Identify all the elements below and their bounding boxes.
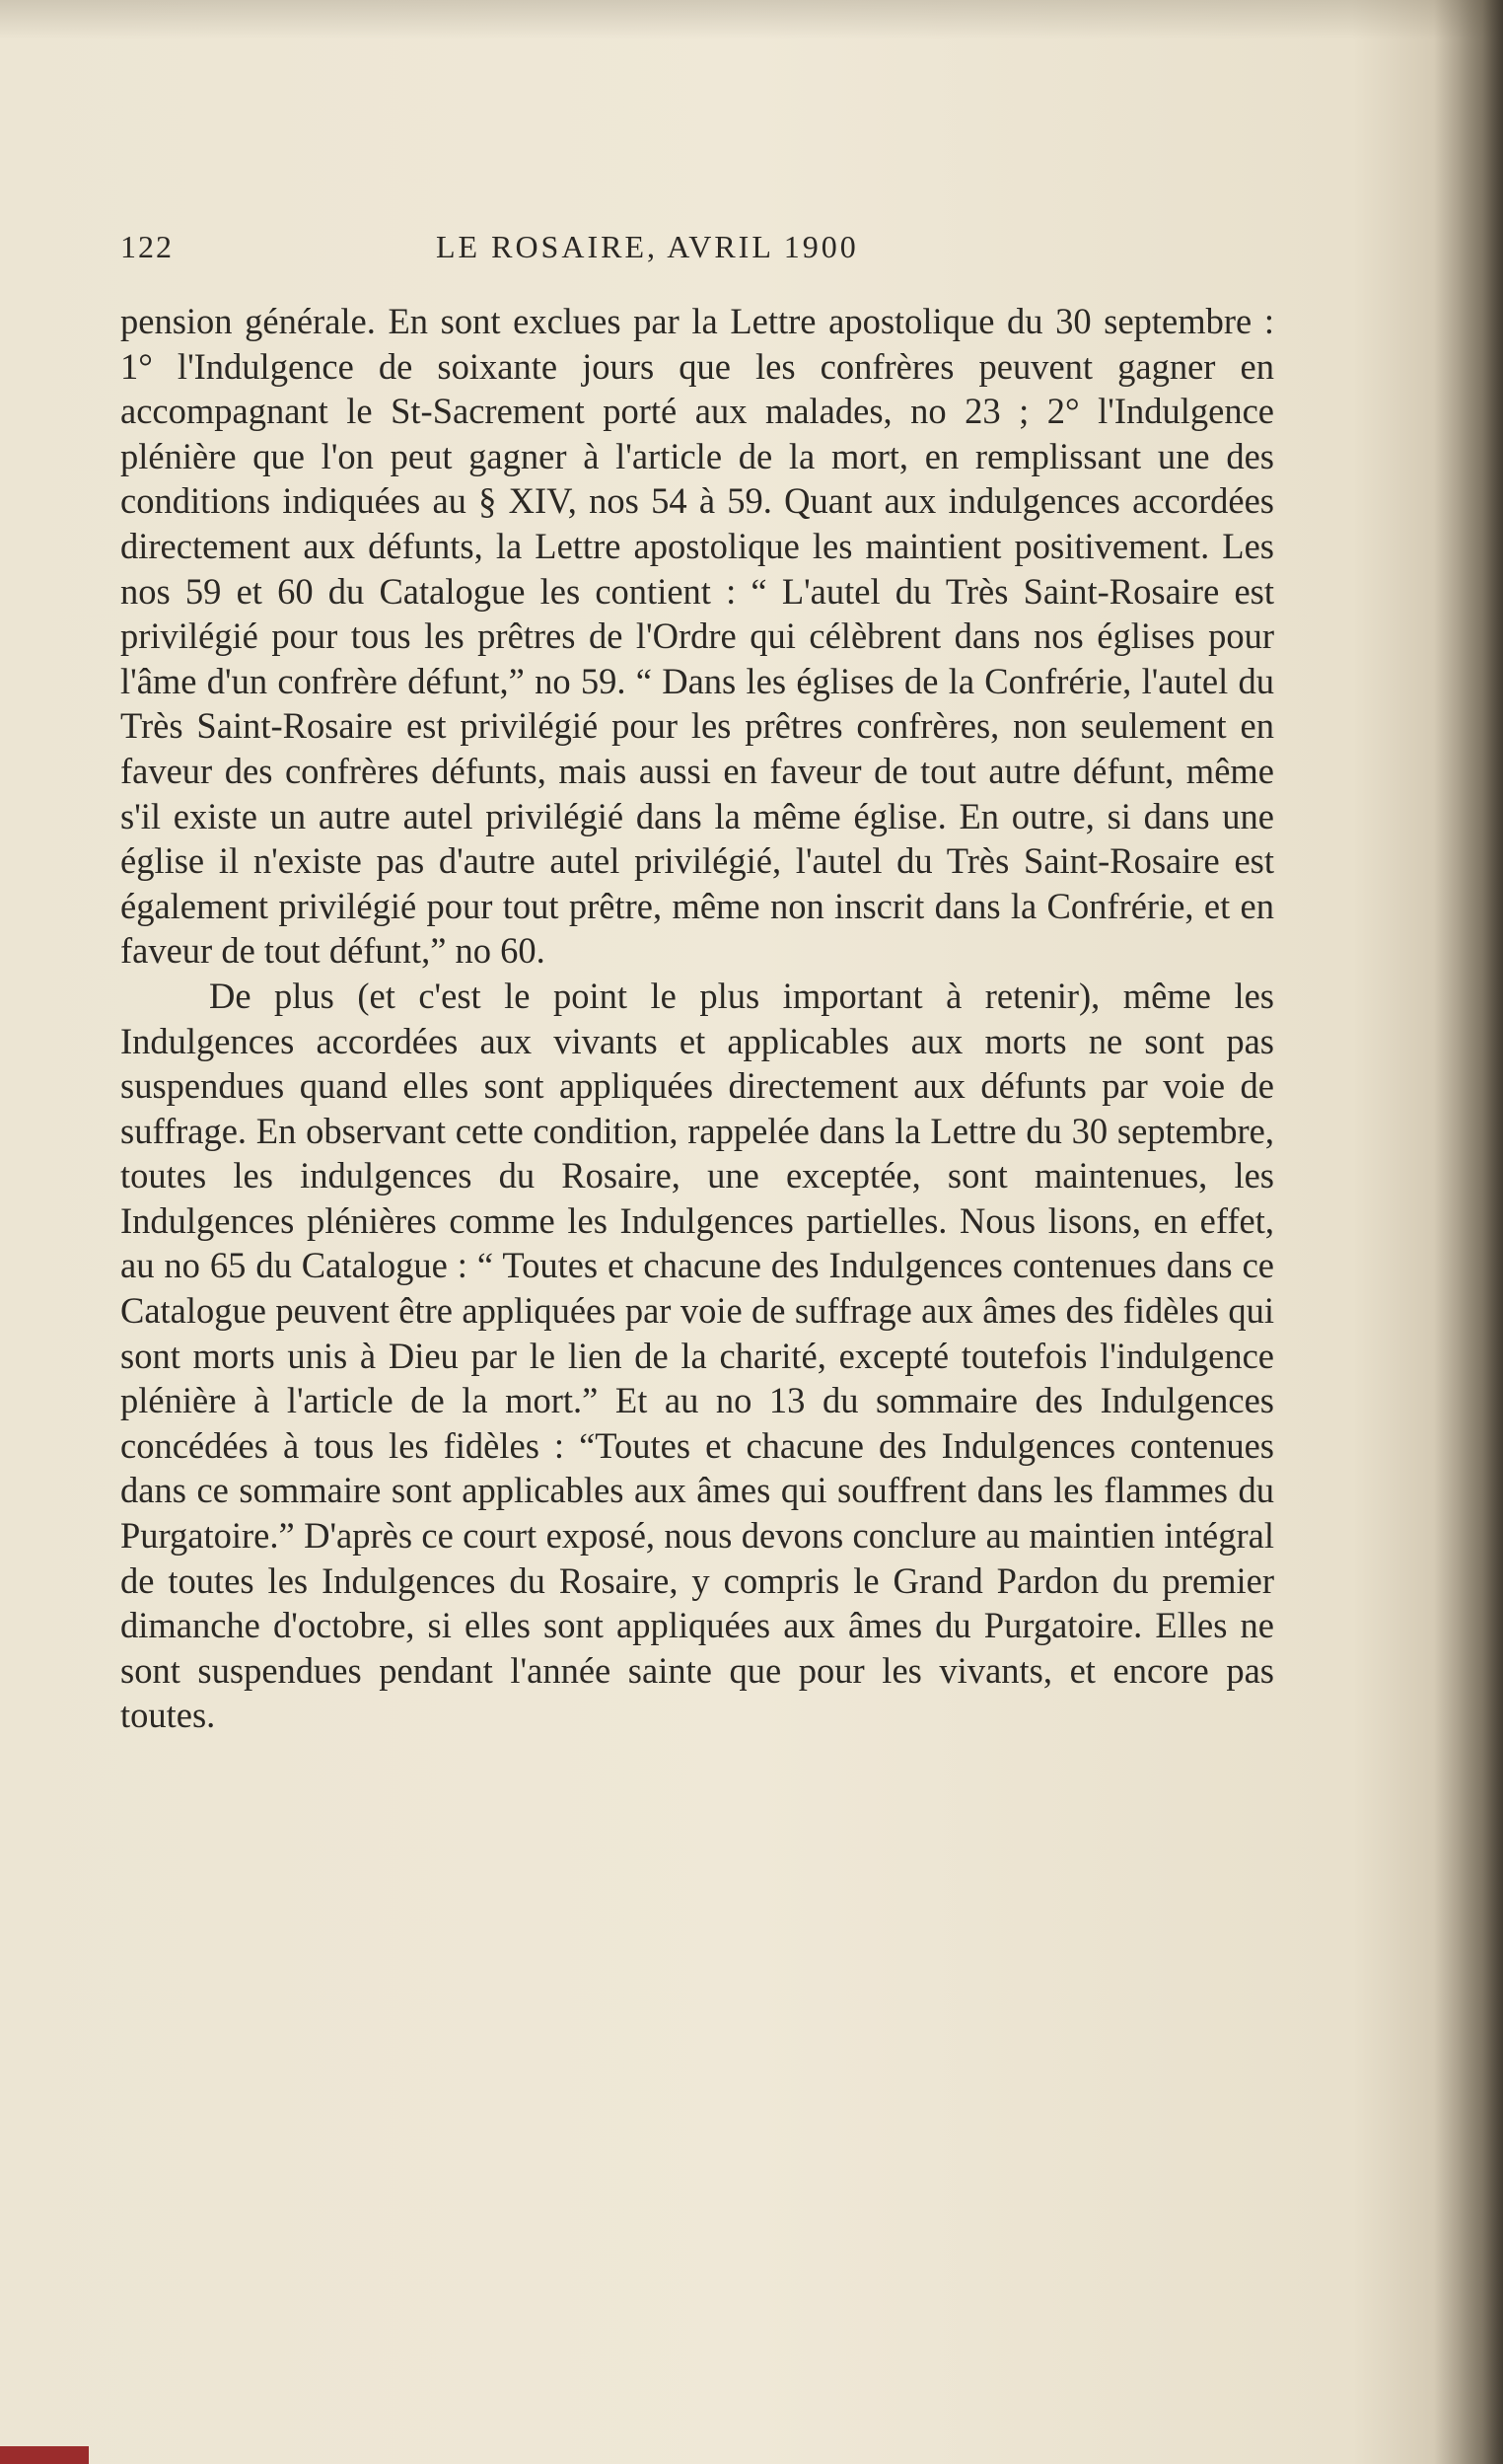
paragraph-2: De plus (et c'est le point le plus important à retenir), même les Indulgences accordées aux vivants et applicables aux morts ne sont pas suspendues quand elles sont appliquées directement aux défunts par voie de suffrage. En observant cette condition, rappelée dans la Lettre du 30 septembre, toutes les indulgences du Rosaire, une exceptée, sont maintenues, les Indulgences plénières comme les Indulgences partielles. Nous lisons, en effet, au no 65 du Catalogue : “ Toutes et chacune des Indulgences contenues dans ce Catalogue peuvent être appliquées par voie de suffrage aux âmes des fidèles qui sont morts unis à Dieu par le lien de la charité, excepté toutefois l'indulgence plénière à l'article de la mort.” Et au no 13 du sommaire des Indulgences concédées à tous les fidèles : “Toutes et chacune des Indulgences contenues dans ce sommaire sont applicables aux âmes qui souffrent dans les flammes du Purgatoire.” D'après ce court exposé, nous devons conclure au maintien intégral de toutes les Indulgences du Rosaire, y compris le Grand Pardon du premier dimanche d'octobre, si elles sont appliquées aux âmes du Purgatoire. Elles ne sont suspendues pendant l'année sainte que pour les vivants, et encore pas toutes. [120,975,1274,1736]
page-header [120,229,1294,268]
page-top-shadow [0,0,1503,39]
body-text [120,299,1274,1738]
page-number: 122 [120,229,174,264]
running-title: LE ROSAIRE, AVRIL 1900 [436,229,859,264]
corner-color-mark [0,2446,89,2464]
book-spine-shadow [1434,0,1503,2464]
paragraph-1: pension générale. En sont exclues par la Lettre apostolique du 30 septembre : 1° l'Indulgence de soixante jours que les confrères peuvent gagner en accompagnant le St-Sacrement porté aux malades, no 23 ; 2° l'Indulgence plénière que l'on peut gagner à l'article de la mort, en remplissant une des conditions indiquées au § XIV, nos 54 à 59. Quant aux indulgences accordées directement aux défunts, la Lettre apostolique les maintient positivement. Les nos 59 et 60 du Catalogue les contient : “ L'autel du Très Saint-Rosaire est privilégié pour tous les prêtres de l'Ordre qui célèbrent dans nos églises pour l'âme d'un confrère défunt,” no 59. “ Dans les églises de la Confrérie, l'autel du Très Saint-Rosaire est privilégié pour les prêtres confrères, non seulement en faveur des confrères défunts, mais aussi en faveur de tout autre défunt, même s'il existe un autre autel privilégié dans la même église. En outre, si dans une église il n'existe pas d'autre autel privilégié, l'autel du Très Saint-Rosaire est également privilégié pour tout prêtre, même non inscrit dans la Confrérie, et en faveur de tout défunt,” no 60. [120,301,1274,972]
